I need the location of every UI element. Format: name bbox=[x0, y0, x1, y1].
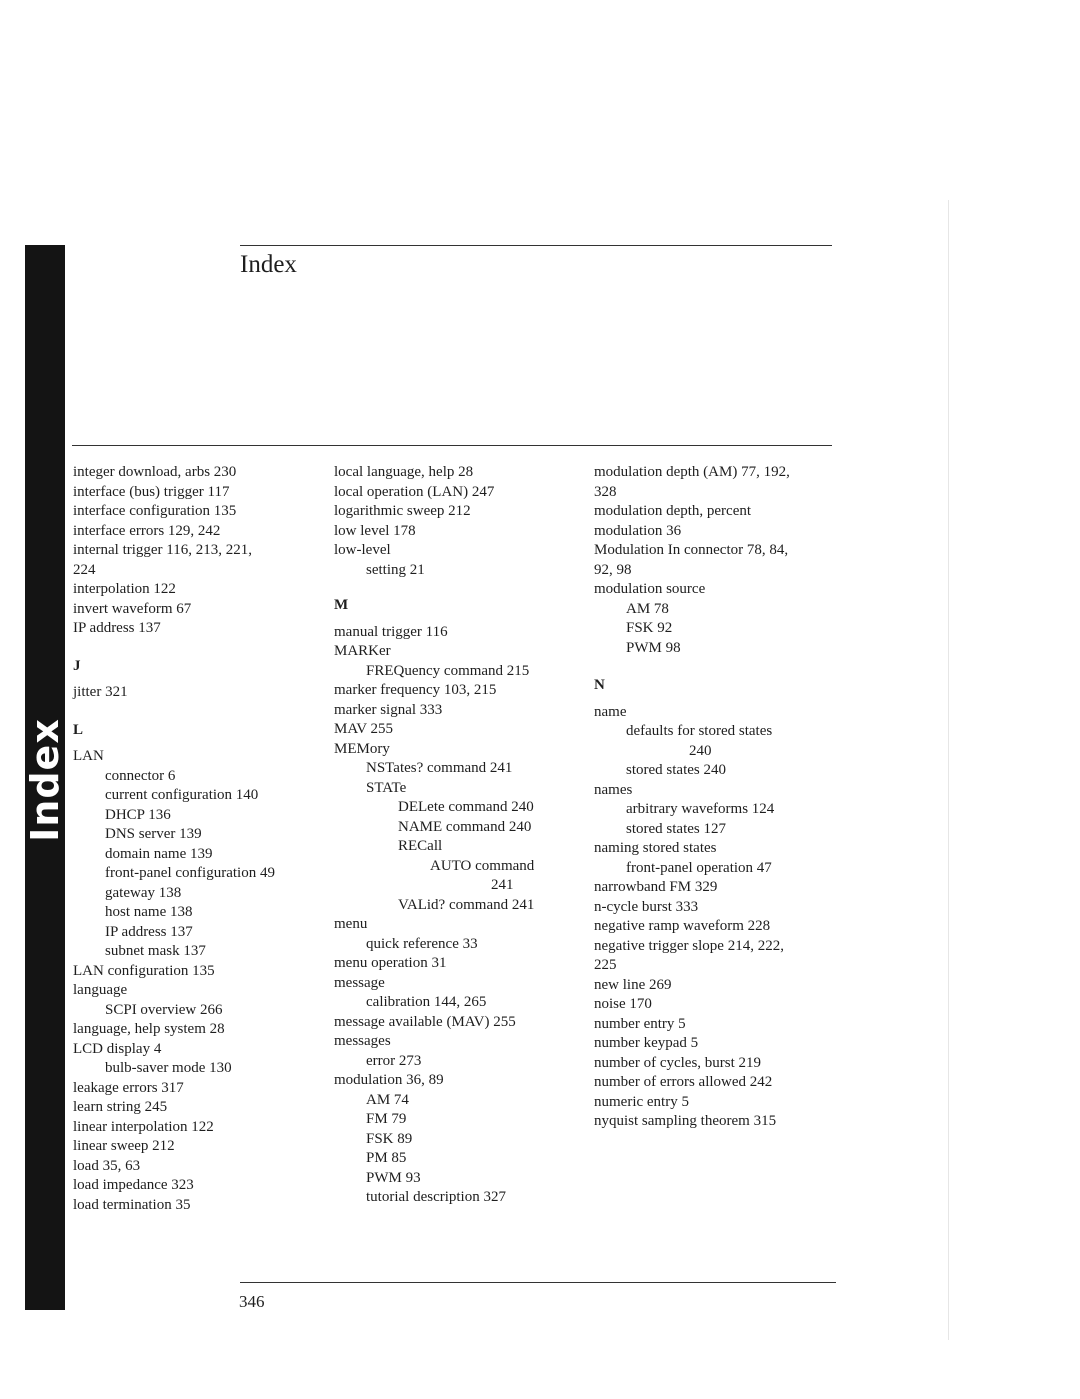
index-subentry: FREQuency command 215 bbox=[366, 662, 530, 679]
index-entry-continuation: 225 bbox=[594, 957, 617, 973]
index-entry: internal trigger 116, 213, 221, bbox=[73, 542, 252, 558]
index-entry: modulation depth, percent bbox=[594, 503, 752, 519]
index-entry: linear sweep 212 bbox=[73, 1138, 175, 1154]
index-entry: linear interpolation 122 bbox=[73, 1118, 214, 1135]
index-entry: number of cycles, burst 219 bbox=[594, 1054, 762, 1071]
index-entry: MEMory bbox=[334, 740, 390, 757]
index-entry-continuation: 241 bbox=[491, 877, 514, 893]
index-entry: number of errors allowed 242 bbox=[594, 1074, 773, 1090]
index-entry: message bbox=[334, 974, 385, 991]
index-column-2 bbox=[334, 463, 589, 1208]
index-subentry: domain name 139 bbox=[105, 845, 213, 862]
index-subentry: IP address 137 bbox=[105, 923, 193, 940]
index-entry: leakage errors 317 bbox=[73, 1079, 184, 1096]
index-entry: message available (MAV) 255 bbox=[334, 1013, 516, 1030]
index-entry: noise 170 bbox=[594, 996, 652, 1012]
index-subentry: FSK 92 bbox=[626, 620, 673, 636]
index-subentry: current configuration 140 bbox=[105, 787, 259, 803]
index-entry: manual trigger 116 bbox=[334, 623, 448, 640]
index-entry-continuation: 240 bbox=[689, 742, 712, 759]
index-entry: local operation (LAN) 247 bbox=[334, 483, 495, 500]
index-entry-continuation: 224 bbox=[73, 561, 96, 578]
index-subentry: gateway 138 bbox=[105, 884, 182, 901]
index-entry: messages bbox=[334, 1033, 391, 1049]
index-entry: low-level bbox=[334, 542, 391, 558]
index-entry: load termination 35 bbox=[73, 1196, 191, 1213]
scan-edge-line bbox=[948, 200, 949, 1340]
index-subentry: connector 6 bbox=[105, 767, 176, 784]
index-subentry: error 273 bbox=[366, 1052, 422, 1069]
index-subentry: STATe bbox=[366, 779, 407, 796]
index-subentry: AM 78 bbox=[626, 600, 669, 617]
index-subentry: front-panel operation 47 bbox=[626, 859, 772, 876]
index-subentry: bulb-saver mode 130 bbox=[105, 1060, 232, 1076]
index-entry-continuation: modulation 36 bbox=[594, 522, 682, 539]
index-entry: number entry 5 bbox=[594, 1015, 686, 1032]
index-entry: jitter 321 bbox=[73, 684, 128, 700]
index-subentry: FM 79 bbox=[366, 1111, 407, 1127]
index-entry: MARKer bbox=[334, 643, 391, 659]
index-entry-continuation: 92, 98 bbox=[594, 561, 632, 578]
index-subentry: stored states 127 bbox=[626, 820, 726, 837]
index-subsubentry: DELete command 240 bbox=[398, 799, 534, 815]
index-entry: numeric entry 5 bbox=[594, 1093, 689, 1110]
index-subsubsubentry: AUTO command bbox=[430, 857, 535, 874]
content-rule bbox=[72, 445, 832, 446]
index-entry: LAN bbox=[73, 748, 104, 764]
index-subentry: arbitrary waveforms 124 bbox=[626, 801, 775, 817]
index-entry: n-cycle burst 333 bbox=[594, 898, 699, 915]
index-entry: LAN configuration 135 bbox=[73, 962, 215, 979]
index-subentry: AM 74 bbox=[366, 1091, 409, 1108]
index-column-1 bbox=[73, 463, 328, 1215]
index-entry: learn string 245 bbox=[73, 1099, 168, 1115]
index-subentry: host name 138 bbox=[105, 904, 193, 920]
page-title: Index bbox=[240, 251, 297, 278]
section-letter-n: N bbox=[594, 677, 605, 693]
index-subentry: tutorial description 327 bbox=[366, 1189, 506, 1205]
index-subentry: front-panel configuration 49 bbox=[105, 865, 275, 881]
index-entry-continuation: 328 bbox=[594, 483, 617, 500]
index-entry: interface configuration 135 bbox=[73, 503, 237, 519]
index-entry: language bbox=[73, 982, 128, 998]
index-entry: invert waveform 67 bbox=[73, 600, 192, 617]
index-column-3 bbox=[594, 463, 834, 1132]
index-entry: interface (bus) trigger 117 bbox=[73, 483, 230, 500]
index-subentry: setting 21 bbox=[366, 561, 425, 578]
section-letter-l: L bbox=[73, 721, 84, 738]
index-subentry: PWM 93 bbox=[366, 1169, 421, 1186]
index-entry: marker frequency 103, 215 bbox=[334, 682, 497, 698]
index-entry: naming stored states bbox=[594, 840, 717, 856]
index-entry: Modulation In connector 78, 84, bbox=[594, 542, 789, 558]
index-entry: interpolation 122 bbox=[73, 581, 176, 597]
index-subentry: NSTates? command 241 bbox=[366, 760, 513, 776]
index-entry: negative trigger slope 214, 222, bbox=[594, 937, 784, 954]
index-entry: narrowband FM 329 bbox=[594, 879, 718, 895]
index-entry: number keypad 5 bbox=[594, 1035, 699, 1051]
index-subentry: subnet mask 137 bbox=[105, 943, 206, 959]
index-entry: low level 178 bbox=[334, 522, 416, 539]
index-entry: nyquist sampling theorem 315 bbox=[594, 1113, 777, 1129]
index-subsubentry: VALid? command 241 bbox=[398, 896, 535, 913]
index-entry: modulation 36, 89 bbox=[334, 1072, 444, 1088]
index-subentry: calibration 144, 265 bbox=[366, 994, 487, 1010]
index-entry: menu operation 31 bbox=[334, 955, 447, 971]
index-entry: integer download, arbs 230 bbox=[73, 464, 237, 480]
index-entry: marker signal 333 bbox=[334, 701, 443, 718]
index-subentry: SCPI overview 266 bbox=[105, 1001, 223, 1018]
index-subentry: defaults for stored states bbox=[626, 723, 773, 739]
footer-rule bbox=[240, 1282, 836, 1283]
index-subentry: FSK 89 bbox=[366, 1130, 413, 1147]
index-subsubentry: RECall bbox=[398, 838, 443, 854]
index-subentry: PWM 98 bbox=[626, 639, 681, 656]
index-entry: modulation source bbox=[594, 581, 706, 597]
index-subentry: PM 85 bbox=[366, 1150, 407, 1166]
section-letter-j: J bbox=[73, 657, 81, 674]
index-entry: names bbox=[594, 781, 633, 798]
index-entry: MAV 255 bbox=[334, 721, 394, 737]
index-subentry: DHCP 136 bbox=[105, 806, 171, 823]
index-entry: local language, help 28 bbox=[334, 464, 474, 480]
index-entry: IP address 137 bbox=[73, 620, 161, 636]
index-entry: negative ramp waveform 228 bbox=[594, 918, 771, 934]
index-entry: name bbox=[594, 703, 627, 720]
side-tab-label: Index bbox=[23, 718, 67, 842]
index-subsubentry: NAME command 240 bbox=[398, 818, 532, 835]
index-entry: interface errors 129, 242 bbox=[73, 522, 221, 539]
index-entry: load 35, 63 bbox=[73, 1157, 141, 1174]
index-entry: LCD display 4 bbox=[73, 1040, 162, 1057]
index-entry: modulation depth (AM) 77, 192, bbox=[594, 464, 790, 480]
index-entry: language, help system 28 bbox=[73, 1021, 225, 1037]
title-rule bbox=[240, 245, 832, 246]
index-entry: new line 269 bbox=[594, 976, 672, 993]
section-letter-m: M bbox=[334, 597, 349, 613]
page-number: 346 bbox=[239, 1292, 265, 1311]
index-entry: load impedance 323 bbox=[73, 1177, 194, 1193]
index-subentry: stored states 240 bbox=[626, 762, 726, 778]
index-entry: logarithmic sweep 212 bbox=[334, 503, 471, 519]
index-subentry: DNS server 139 bbox=[105, 826, 202, 842]
index-subentry: quick reference 33 bbox=[366, 935, 478, 952]
index-entry: menu bbox=[334, 916, 368, 932]
